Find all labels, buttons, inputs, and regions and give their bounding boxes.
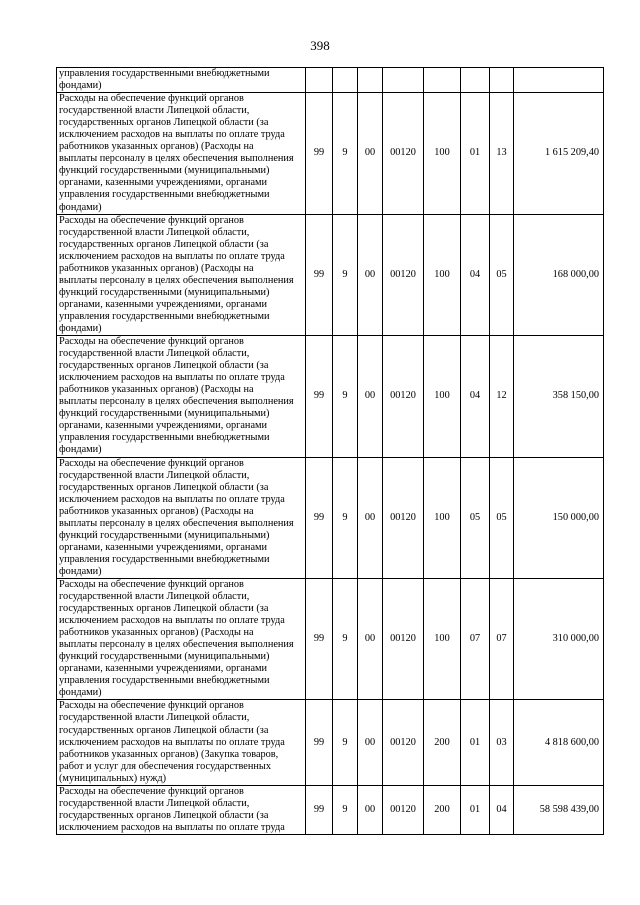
subprogram-code: 9 xyxy=(333,214,358,335)
description-line: государственной власти Липецкой области, xyxy=(59,712,250,724)
description-line: органами, казенными учреждениями, органами xyxy=(59,177,268,189)
description-line: управления государственными внебюджетными xyxy=(59,189,270,201)
description-line: исключением расходов на выплаты по оплате труда xyxy=(59,129,285,141)
row-description xyxy=(57,214,306,335)
description-line: выплаты персоналу в целях обеспечения выполнения xyxy=(59,396,294,408)
section-code: 04 xyxy=(461,336,490,457)
description-line: фондами) xyxy=(59,80,102,92)
direction-code xyxy=(383,68,424,93)
description-line: выплаты персоналу в целях обеспечения выполнения xyxy=(59,639,294,651)
program-code: 99 xyxy=(306,578,333,699)
description-line: выплаты персоналу в целях обеспечения выполнения xyxy=(59,153,294,165)
description-line: исключением расходов на выплаты по оплате труда xyxy=(59,821,285,833)
amount-cell: 150 000,00 xyxy=(514,457,604,578)
description-line: Расходы на обеспечение функций органов xyxy=(59,700,244,712)
description-line: государственных органов Липецкой области (за xyxy=(59,238,269,250)
direction-code: 00120 xyxy=(383,700,424,785)
description-line: управления государственными внебюджетными xyxy=(59,68,270,79)
page-number: 398 xyxy=(310,38,330,53)
amount-cell: 1 615 209,40 xyxy=(514,93,604,214)
main-activity-code: 00 xyxy=(358,93,383,214)
expense-type-code: 100 xyxy=(424,93,461,214)
amount-cell: 168 000,00 xyxy=(514,214,604,335)
row-description xyxy=(57,578,306,699)
program-code: 99 xyxy=(306,336,333,457)
description-line: функций государственными (муниципальными) xyxy=(59,651,270,663)
description-line: государственных органов Липецкой области (за xyxy=(59,603,269,615)
description-line: государственных органов Липецкой области (за xyxy=(59,724,269,736)
direction-code: 00120 xyxy=(383,457,424,578)
description-line: государственной власти Липецкой области, xyxy=(59,226,250,238)
subprogram-code: 9 xyxy=(333,336,358,457)
description-line: фондами) xyxy=(59,565,102,577)
program-code: 99 xyxy=(306,457,333,578)
row-description xyxy=(57,457,306,578)
description-line: фондами) xyxy=(59,687,102,699)
description-line: управления государственными внебюджетными xyxy=(59,310,270,322)
table-row xyxy=(57,214,604,335)
table-row xyxy=(57,336,604,457)
description-line: управления государственными внебюджетными xyxy=(59,553,270,565)
subsection-code: 07 xyxy=(490,578,514,699)
row-description xyxy=(57,785,306,834)
description-line: исключением расходов на выплаты по оплате труда xyxy=(59,615,285,627)
description-line: работников указанных органов) (Расходы на xyxy=(59,627,254,639)
amount-cell xyxy=(514,68,604,93)
description-line: Расходы на обеспечение функций органов xyxy=(59,93,244,105)
main-activity-code xyxy=(358,68,383,93)
description-line: работников указанных органов) (Расходы на xyxy=(59,262,254,274)
subprogram-code: 9 xyxy=(333,785,358,834)
description-line: фондами) xyxy=(59,444,102,456)
table-row xyxy=(57,700,604,785)
subsection-code: 13 xyxy=(490,93,514,214)
description-line: работ и услуг для обеспечения государственных xyxy=(59,760,271,772)
expense-type-code: 100 xyxy=(424,214,461,335)
subprogram-code: 9 xyxy=(333,700,358,785)
table-row xyxy=(57,578,604,699)
description-line: Расходы на обеспечение функций органов xyxy=(59,457,244,469)
description-line: фондами) xyxy=(59,201,102,213)
description-line: работников указанных органов) (Расходы на xyxy=(59,384,254,396)
section-code: 07 xyxy=(461,578,490,699)
budget-table xyxy=(56,67,604,835)
description-line: управления государственными внебюджетными xyxy=(59,675,270,687)
program-code: 99 xyxy=(306,214,333,335)
subprogram-code: 9 xyxy=(333,578,358,699)
amount-cell: 58 598 439,00 xyxy=(514,785,604,834)
expense-type-code: 100 xyxy=(424,336,461,457)
amount-cell: 4 818 600,00 xyxy=(514,700,604,785)
description-line: функций государственными (муниципальными) xyxy=(59,529,270,541)
row-description xyxy=(57,700,306,785)
description-line: государственной власти Липецкой области, xyxy=(59,469,250,481)
description-line: работников указанных органов) (Расходы на xyxy=(59,505,254,517)
subsection-code xyxy=(490,68,514,93)
program-code: 99 xyxy=(306,93,333,214)
description-line: органами, казенными учреждениями, органами xyxy=(59,420,268,432)
description-line: Расходы на обеспечение функций органов xyxy=(59,785,244,797)
description-line: работников указанных органов) (Расходы на xyxy=(59,141,254,153)
description-line: государственных органов Липецкой области (за xyxy=(59,117,269,129)
description-line: управления государственными внебюджетными xyxy=(59,432,270,444)
table-row xyxy=(57,785,604,834)
description-line: органами, казенными учреждениями, органами xyxy=(59,298,268,310)
description-line: выплаты персоналу в целях обеспечения выполнения xyxy=(59,274,294,286)
section-code: 04 xyxy=(461,214,490,335)
description-line: (муниципальных) нужд) xyxy=(59,772,167,784)
table-row xyxy=(57,93,604,214)
subsection-code: 12 xyxy=(490,336,514,457)
description-line: функций государственными (муниципальными) xyxy=(59,286,270,298)
program-code xyxy=(306,68,333,93)
direction-code: 00120 xyxy=(383,578,424,699)
section-code: 05 xyxy=(461,457,490,578)
subsection-code: 05 xyxy=(490,457,514,578)
program-code: 99 xyxy=(306,700,333,785)
main-activity-code: 00 xyxy=(358,785,383,834)
row-description xyxy=(57,336,306,457)
table-row xyxy=(57,457,604,578)
description-line: исключением расходов на выплаты по оплате труда xyxy=(59,493,285,505)
description-line: государственной власти Липецкой области, xyxy=(59,591,250,603)
description-line: Расходы на обеспечение функций органов xyxy=(59,336,244,348)
section-code: 01 xyxy=(461,785,490,834)
description-line: Расходы на обеспечение функций органов xyxy=(59,578,244,590)
expense-type-code: 100 xyxy=(424,457,461,578)
description-line: Расходы на обеспечение функций органов xyxy=(59,214,244,226)
direction-code: 00120 xyxy=(383,785,424,834)
description-line: государственных органов Липецкой области (за xyxy=(59,809,269,821)
subsection-code: 05 xyxy=(490,214,514,335)
program-code: 99 xyxy=(306,785,333,834)
description-line: органами, казенными учреждениями, органами xyxy=(59,663,268,675)
expense-type-code: 100 xyxy=(424,578,461,699)
description-line: функций государственными (муниципальными) xyxy=(59,165,270,177)
description-line: исключением расходов на выплаты по оплате труда xyxy=(59,736,285,748)
description-line: государственной власти Липецкой области, xyxy=(59,797,250,809)
row-description xyxy=(57,68,306,93)
description-line: государственной власти Липецкой области, xyxy=(59,105,250,117)
description-line: работников указанных органов) (Закупка товаров, xyxy=(59,748,279,760)
section-code: 01 xyxy=(461,93,490,214)
description-line: государственных органов Липецкой области (за xyxy=(59,481,269,493)
description-line: исключением расходов на выплаты по оплате труда xyxy=(59,372,285,384)
amount-cell: 358 150,00 xyxy=(514,336,604,457)
subsection-code: 03 xyxy=(490,700,514,785)
section-code: 01 xyxy=(461,700,490,785)
description-line: органами, казенными учреждениями, органами xyxy=(59,541,268,553)
expense-type-code: 200 xyxy=(424,700,461,785)
section-code xyxy=(461,68,490,93)
subprogram-code xyxy=(333,68,358,93)
amount-cell: 310 000,00 xyxy=(514,578,604,699)
expense-type-code xyxy=(424,68,461,93)
main-activity-code: 00 xyxy=(358,457,383,578)
table-row xyxy=(57,68,604,93)
main-activity-code: 00 xyxy=(358,700,383,785)
description-line: функций государственными (муниципальными) xyxy=(59,408,270,420)
description-line: исключением расходов на выплаты по оплате труда xyxy=(59,250,285,262)
subsection-code: 04 xyxy=(490,785,514,834)
row-description xyxy=(57,93,306,214)
subprogram-code: 9 xyxy=(333,457,358,578)
subprogram-code: 9 xyxy=(333,93,358,214)
direction-code: 00120 xyxy=(383,336,424,457)
description-line: государственных органов Липецкой области (за xyxy=(59,360,269,372)
main-activity-code: 00 xyxy=(358,336,383,457)
main-activity-code: 00 xyxy=(358,214,383,335)
description-line: выплаты персоналу в целях обеспечения выполнения xyxy=(59,517,294,529)
direction-code: 00120 xyxy=(383,93,424,214)
expense-type-code: 200 xyxy=(424,785,461,834)
description-line: государственной власти Липецкой области, xyxy=(59,348,250,360)
description-line: фондами) xyxy=(59,322,102,334)
direction-code: 00120 xyxy=(383,214,424,335)
main-activity-code: 00 xyxy=(358,578,383,699)
